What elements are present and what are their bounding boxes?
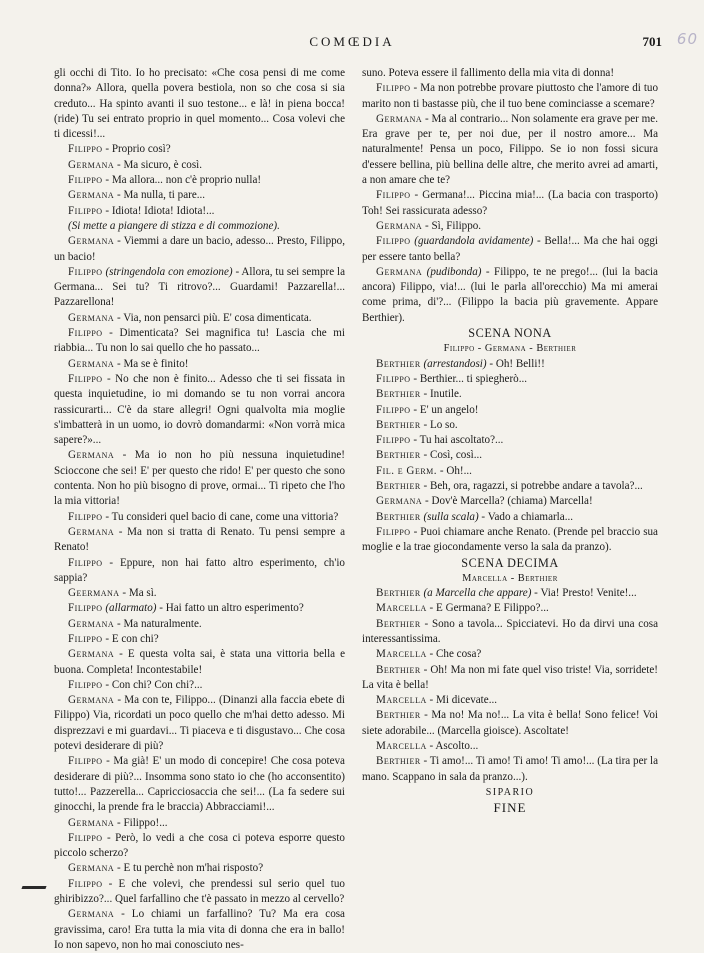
stage-direction: (allarmato) bbox=[105, 602, 157, 615]
continued-paragraph: gli occhi di Tito. Io ho precisato: «Che cosa pensi di me come donna?» Allora, quella povera bestiola, non so che cosa si sia creduto... Ha spinto avanti il suo testone... e là! in piena bocca! (ride) Tu sei entrato proprio in quel momento... Cosa volevi che ti dicessi!... bbox=[54, 67, 345, 141]
speaker-name: Berthier bbox=[376, 755, 421, 768]
speaker-name: Filippo bbox=[376, 434, 411, 447]
speaker-name: Berthier bbox=[376, 388, 421, 401]
dialogue-line: Filippo - Ma già! E' un modo di concepire! Che cosa poteva desiderare di più?... Insomma sono stato io che (ho acconsentito) tutto!... Pazzerella... Capricciosaccia che sei!... (La fa sedere sui ginocchi, la prende fra le braccia) Abbracciami!... bbox=[54, 755, 345, 814]
speaker-name: Germana bbox=[68, 816, 115, 829]
dialogue-text: Ma naturalmente. bbox=[123, 617, 202, 630]
speaker-name: Germana bbox=[68, 235, 115, 248]
speaker-name: Germana bbox=[68, 449, 115, 462]
speaker-name: Filippo bbox=[68, 632, 103, 645]
speaker-name: Filippo bbox=[376, 403, 411, 416]
speaker-name: Berthier bbox=[376, 663, 421, 676]
speaker-name: Filippo bbox=[68, 755, 103, 768]
speaker-name: Filippo bbox=[68, 877, 103, 890]
stage-direction: (guardandola avidamente) bbox=[414, 235, 534, 248]
dialogue-text: Ti amo!... Ti amo! Ti amo! Ti amo!... (La tira per la mano. Scappano in sala da pranzo...). bbox=[362, 755, 658, 783]
speaker-name: Berthier bbox=[376, 480, 421, 493]
dialogue-line: Germana - Lo chiami un farfallino? Tu? Ma era cosa gravissima, caro! Era tutta la mia vita di donna che era in ballo! Io non sapevo, non ho mai conosciuto nes- bbox=[54, 908, 345, 951]
dialogue-line: Filippo - No che non è finito... Adesso che ti sei fissata in questa inquietudine, io mi domando se tu non vorrai ancora rassicurarti... C'è da stare allegri! Ogni qualvolta mia moglie s'imbatterà in un uomo, io dovrò domandarmi: «Non vorrà mica sapere?»... bbox=[54, 372, 345, 447]
speaker-name: Marcella bbox=[376, 648, 427, 661]
dialogue-line: Germana - Ma nulla, ti pare... bbox=[68, 189, 206, 202]
dialogue-text: Beh, ora, ragazzi, si potrebbe andare a tavola?... bbox=[429, 480, 643, 493]
dialogue-line: Marcella - Mi dicevate... bbox=[376, 694, 498, 707]
dialogue-line: Berthier - Così, così... bbox=[376, 449, 483, 462]
dialogue-text: Ma al contrario... Non solamente era grave per me. Era grave per te, per noi due, per il nostro amore... Ma naturalmente! Pensa un poco, Filippo. Se io non fossi sicura d'essere bellina, più bellina delle altre, che merito avrei ad amarti, a non amare che te? bbox=[362, 112, 658, 187]
dialogue-text: Oh! Belli!! bbox=[495, 357, 545, 370]
dialogue-text: E questa volta sai, è stata una vittoria bella e buona. Completa! Incontestabile! bbox=[54, 648, 345, 676]
speaker-name: Berthier bbox=[376, 418, 421, 431]
dialogue-text: Filippo!... bbox=[123, 816, 168, 829]
dialogue-text: Ma no! Ma no!... La vita è bella! Sono felice! Voi siete adorabile... (Marcella gioisce). Ascoltate! bbox=[362, 709, 658, 737]
speaker-name: Germana bbox=[68, 525, 115, 538]
dialogue-line: Germana - Via, non pensarci più. E' cosa dimenticata. bbox=[68, 311, 312, 324]
speaker-name: Germana bbox=[68, 617, 115, 630]
speaker-name: Filippo bbox=[68, 143, 103, 156]
curtain-note: SIPARIO bbox=[485, 786, 535, 798]
dialogue-line: Fil. e Germ. - Oh!... bbox=[376, 464, 472, 477]
speaker-name: Marcella bbox=[376, 694, 427, 707]
dialogue-line: Germana - Ma con te, Filippo... (Dinanzi alla faccia ebete di Filippo) Via, ricordati un poco quello che m'hai detto adesso. Mi disprezzavi e mi guardavi... Ti piaceva e ti disgustavo... Che cosa potevi desiderare di più? bbox=[54, 694, 345, 753]
dialogue-text: E' un angelo! bbox=[419, 403, 479, 416]
dialogue-text: Ma già! E' un modo di concepire! Che cosa poteva desiderare di più?... Insomma sono stato io che (ho acconsentito) tutto!... Pazzerella... Capricciosaccia che sei!... (La fa sedere sui ginocchi, la prende fra le braccia) Abbracciami!... bbox=[54, 755, 345, 814]
dialogue-text: Così, così... bbox=[429, 449, 483, 462]
speaker-name: Filippo bbox=[68, 327, 103, 340]
dialogue-line: Filippo - Berthier... ti spiegherò... bbox=[376, 372, 528, 385]
stage-direction: (a Marcella che appare) bbox=[423, 587, 532, 600]
dialogue-text: E che volevi, che prendessi sul serio quel tuo ghiribizzo?... Quel farfallino che t'è passato in mezzo al cervello? bbox=[54, 877, 345, 906]
speaker-name: Berthier bbox=[376, 357, 421, 370]
dialogue-text: Lo so. bbox=[429, 418, 458, 431]
speaker-name: Filippo bbox=[376, 82, 411, 95]
dialogue-line: Filippo - Però, lo vedi a che cosa ci poteva esporre questo piccolo scherzo? bbox=[54, 831, 345, 860]
dialogue-line: Filippo (stringendola con emozione) - Allora, tu sei sempre la Germana... Sei tu? Ti ritrovo?... Guardami! Pazzarella!... Pazzarellona! bbox=[54, 265, 345, 309]
handwritten-annotation: 60 bbox=[676, 30, 698, 48]
dialogue-line: Filippo - E che volevi, che prendessi sul serio quel tuo ghiribizzo?... Quel farfallino che t'è passato in mezzo al cervello? bbox=[54, 877, 345, 906]
speaker-name: Filippo bbox=[376, 235, 411, 248]
speaker-name: Marcella bbox=[376, 602, 427, 615]
speaker-name: Filippo bbox=[68, 556, 103, 569]
dialogue-text: Vado a chiamarla... bbox=[487, 510, 574, 523]
stage-direction: (arrestandosi) bbox=[423, 357, 487, 370]
dialogue-text: E con chi? bbox=[111, 632, 159, 645]
dialogue-line: Filippo - Ma non potrebbe provare piuttosto che l'amore di tuo marito non ti bastasse più, che il tuo bene cominciasse a scemare? bbox=[362, 82, 658, 110]
dialogue-text: Sono a tavola... Spicciatevi. Ho da dirvi una cosa interessantissima. bbox=[362, 617, 658, 645]
dialogue-text: Ma sicuro, è così. bbox=[123, 158, 202, 171]
stage-direction: (pudibonda) bbox=[426, 265, 482, 278]
speaker-name: Filippo bbox=[376, 189, 411, 202]
dialogue-line: Filippo (guardandola avidamente) - Bella!... Ma che hai oggi per essere tanto bella? bbox=[362, 235, 658, 263]
speaker-name: Filippo bbox=[68, 510, 103, 523]
dialogue-text: Che cosa? bbox=[436, 648, 482, 661]
speaker-name: Filippo bbox=[68, 831, 103, 844]
dialogue-line: Filippo - Idiota! Idiota! Idiota!... bbox=[68, 204, 215, 217]
dialogue-text: Dimenticata? Sei magnifica tu! Lascia che mi riabbia... Tu non lo sai quello che ho passato... bbox=[54, 327, 345, 355]
dialogue-text: Lo chiami un farfallino? Tu? Ma era cosa gravissima, caro! Era tutta la mia vita di donna che era in ballo! Io non sapevo, non ho mai conosciuto nes- bbox=[54, 908, 345, 951]
scene-heading: SCENA DECIMA bbox=[461, 555, 559, 570]
end-label: FINE bbox=[493, 800, 527, 816]
speaker-name: Filippo bbox=[68, 602, 103, 615]
dialogue-line: Berthier - Sono a tavola... Spicciatevi. Ho da dirvi una cosa interessantissima. bbox=[362, 617, 658, 645]
dialogue-text: Idiota! Idiota! Idiota!... bbox=[111, 204, 215, 217]
dialogue-line: Berthier (arrestandosi) - Oh! Belli!! bbox=[376, 357, 545, 370]
dialogue-line: Berthier - Beh, ora, ragazzi, si potrebbe andare a tavola?... bbox=[376, 480, 643, 493]
dialogue-line: Germana - Viemmi a dare un bacio, adesso... Presto, Filippo, un bacio! bbox=[54, 235, 346, 263]
speaker-name: Filippo bbox=[68, 372, 103, 385]
dialogue-text: Ma non si tratta di Renato. Tu pensi sempre a Renato! bbox=[54, 525, 345, 554]
speaker-name: Germana bbox=[68, 862, 115, 875]
dialogue-line: Filippo - Ma allora... non c'è proprio nulla! bbox=[68, 174, 262, 187]
dialogue-text: Oh! Ma non mi fate quel viso triste! Via, sorridete! La vita è bella! bbox=[362, 663, 658, 691]
dialogue-text: Dov'è Marcella? (chiama) Marcella! bbox=[431, 495, 593, 508]
dialogue-text: Tu consideri quel bacio di cane, come una vittoria? bbox=[111, 510, 339, 523]
dialogue-text: Mi dicevate... bbox=[436, 694, 498, 707]
speaker-name: Germana bbox=[68, 189, 115, 202]
speaker-name: Geermana bbox=[68, 587, 120, 600]
dialogue-text: Con chi? Con chi?... bbox=[111, 678, 203, 691]
dialogue-line: Germana - Ma al contrario... Non solamente era grave per me. Era grave per te, per noi due, per il nostro amore... Ma naturalmente! Pensa un poco, Filippo. Se io non fossi sicura d'essere bellina, più bellina delle altre, che merito avrei ad amarti, a non amare che te? bbox=[362, 112, 658, 187]
dialogue-line: Marcella - Ascolto... bbox=[376, 740, 479, 753]
stage-direction: (stringendola con emozione) bbox=[105, 265, 233, 278]
stage-direction-text: (Si mette a piangere di stizza e di commozione). bbox=[68, 219, 280, 232]
speaker-name: Germana bbox=[68, 311, 115, 324]
speaker-name: Filippo bbox=[68, 678, 103, 691]
dialogue-text: Ma non potrebbe provare piuttosto che l'amore di tuo marito non ti bastasse più, che il tuo bene cominciasse a scemare? bbox=[362, 82, 658, 110]
speaker-name: Filippo bbox=[376, 525, 411, 538]
stage-direction bbox=[54, 219, 345, 234]
dialogue-text: E tu perchè non m'hai risposto? bbox=[123, 862, 264, 875]
dialogue-line: Germana - Ma se è finito! bbox=[68, 357, 189, 370]
dialogue-text: Hai fatto un altro esperimento? bbox=[165, 602, 304, 615]
dialogue-text: Inutile. bbox=[429, 388, 462, 401]
dialogue-line: Filippo - Con chi? Con chi?... bbox=[68, 678, 203, 691]
dialogue-text: Ascolto... bbox=[435, 740, 479, 753]
left-text-column bbox=[54, 66, 345, 953]
dialogue-line: Filippo - E con chi? bbox=[68, 632, 159, 645]
continued-paragraph: suno. Poteva essere il fallimento della mia vita di donna! bbox=[362, 67, 615, 79]
dialogue-text: Bella!... Ma che hai oggi per essere tanto bella? bbox=[362, 235, 658, 263]
running-header bbox=[0, 30, 704, 54]
speaker-name: Marcella bbox=[376, 740, 427, 753]
dialogue-line: Marcella - Che cosa? bbox=[376, 648, 482, 661]
stage-direction: (sulla scala) bbox=[423, 510, 479, 523]
dialogue-line: Germana - Dov'è Marcella? (chiama) Marcella! bbox=[376, 495, 593, 508]
scene-characters: Marcella - Berthier bbox=[462, 572, 558, 584]
dialogue-line: Germana - Ma io non ho più nessuna inquietudine! Scioccone che sei! E' per questo che rido! E' per questo che sono contenta. Non ho più bisogno di prove, ormai... Ti ripeto che l'ho la mia vittoria! bbox=[54, 449, 345, 508]
dialogue-text: Oh!... bbox=[446, 464, 472, 477]
speaker-name: Berthier bbox=[376, 709, 421, 722]
speaker-name: Filippo bbox=[68, 204, 103, 217]
dialogue-line: Filippo - Tu hai ascoltato?... bbox=[376, 434, 504, 447]
dialogue-line: Germana (pudibonda) - Filippo, te ne prego!... (lui la bacia ancora) Filippo, via!... (lui le parla all'orecchio) Ma mi amerai come prima, di'?... (Filippo la bacia più gravemente. Appare Berthier). bbox=[362, 265, 658, 324]
scene-heading: SCENA NONA bbox=[468, 326, 552, 341]
dialogue-line: Berthier - Oh! Ma non mi fate quel viso triste! Via, sorridete! La vita è bella! bbox=[362, 663, 658, 691]
dialogue-line: Germana - Sì, Filippo. bbox=[376, 219, 482, 232]
dialogue-line: Berthier - Ti amo!... Ti amo! Ti amo! Ti amo!... (La tira per la mano. Scappano in sala da pranzo...). bbox=[362, 755, 658, 783]
dialogue-text: Via! Presto! Venite!... bbox=[540, 587, 637, 600]
right-text-column bbox=[362, 66, 658, 816]
speaker-name: Germana bbox=[376, 265, 423, 278]
dialogue-text: Germana!... Piccina mia!... (La bacia con trasporto) Toh! Sei rassicurata adesso? bbox=[362, 189, 658, 217]
dialogue-text: Allora, tu sei sempre la Germana... Sei tu? Ti ritrovo?... Guardami! Pazzarella!... Pazzarellona! bbox=[54, 265, 345, 309]
dialogue-line: Berthier - Ma no! Ma no!... La vita è bella! Sono felice! Voi siete adorabile... (Marcella gioisce). Ascoltate! bbox=[362, 709, 658, 737]
dialogue-line: Germana - E tu perchè non m'hai risposto? bbox=[68, 862, 264, 875]
speaker-name: Germana bbox=[68, 694, 115, 707]
speaker-name: Berthier bbox=[376, 510, 421, 523]
dialogue-text: Puoi chiamare anche Renato. (Prende pel braccio sua moglie e la trae giocondamente verso la sala da pranzo). bbox=[362, 525, 658, 554]
dialogue-line: Filippo - Proprio così? bbox=[68, 143, 171, 156]
dialogue-line: Berthier - Inutile. bbox=[376, 388, 462, 401]
dialogue-text: Filippo, te ne prego!... (lui la bacia ancora) Filippo, via!... (lui le parla all'orecchio) Ma mi amerai come prima, di'?... (Filippo la bacia più gravemente. Appare Berthier). bbox=[362, 265, 658, 324]
dialogue-text: Ma sì. bbox=[128, 587, 157, 600]
speaker-name: Germana bbox=[68, 357, 115, 370]
dialogue-line: Berthier (sulla scala) - Vado a chiamarla... bbox=[376, 510, 574, 523]
dialogue-text: Tu hai ascoltato?... bbox=[419, 434, 504, 447]
dialogue-line: Germana - Ma non si tratta di Renato. Tu pensi sempre a Renato! bbox=[54, 525, 345, 554]
page-number: 701 bbox=[642, 34, 662, 49]
dialogue-text: Proprio così? bbox=[111, 143, 171, 156]
dialogue-text: Ma io non ho più nessuna inquietudine! Scioccone che sei! E' per questo che rido! E' per questo che sono contenta. Non ho più bisogno di prove, ormai... Ti ripeto che l'ho la mia vittoria! bbox=[54, 449, 345, 508]
speaker-name: Berthier bbox=[376, 587, 421, 600]
dialogue-line: Germana - E questa volta sai, è stata una vittoria bella e buona. Completa! Incontestabile! bbox=[54, 648, 345, 676]
dialogue-line: Filippo - Puoi chiamare anche Renato. (Prende pel braccio sua moglie e la trae giocondamente verso la sala da pranzo). bbox=[362, 525, 658, 554]
speaker-name: Berthier bbox=[376, 449, 421, 462]
dialogue-text: Ma nulla, ti pare... bbox=[123, 189, 206, 202]
speaker-name: Germana bbox=[68, 158, 115, 171]
speaker-name: Fil. e Germ. bbox=[376, 464, 438, 477]
speaker-name: Germana bbox=[68, 648, 115, 661]
magazine-title: COMŒDIA bbox=[309, 34, 395, 49]
speaker-name: Filippo bbox=[68, 174, 103, 187]
speaker-name: Germana bbox=[376, 219, 423, 232]
dialogue-line: Germana - Filippo!... bbox=[68, 816, 168, 829]
dialogue-text: Via, non pensarci più. E' cosa dimenticata. bbox=[123, 311, 312, 324]
dialogue-text: Ma allora... non c'è proprio nulla! bbox=[111, 174, 262, 187]
dialogue-line: Geermana - Ma sì. bbox=[68, 587, 157, 600]
dialogue-text: Berthier... ti spiegherò... bbox=[419, 372, 528, 385]
speaker-name: Filippo bbox=[376, 372, 411, 385]
speaker-name: Filippo bbox=[68, 265, 103, 278]
dialogue-line: Berthier (a Marcella che appare) - Via! Presto! Venite!... bbox=[376, 587, 637, 600]
dialogue-text: Eppure, non hai fatto altro esperimento, ch'io sappia? bbox=[54, 556, 345, 584]
dialogue-line: Marcella - E Germana? E Filippo?... bbox=[376, 602, 549, 615]
dialogue-line: Berthier - Lo so. bbox=[376, 418, 458, 431]
dialogue-line: Germana - Ma naturalmente. bbox=[68, 617, 202, 630]
dialogue-text: Sì, Filippo. bbox=[431, 219, 482, 232]
dialogue-text: E Germana? E Filippo?... bbox=[436, 602, 549, 615]
dialogue-text: Ma se è finito! bbox=[123, 357, 189, 370]
dialogue-line: Filippo - Eppure, non hai fatto altro esperimento, ch'io sappia? bbox=[54, 556, 345, 584]
dialogue-text: Però, lo vedi a che cosa ci poteva esporre questo piccolo scherzo? bbox=[54, 831, 345, 860]
dialogue-line: Filippo - Tu consideri quel bacio di cane, come una vittoria? bbox=[68, 510, 339, 523]
speaker-name: Berthier bbox=[376, 617, 421, 630]
speaker-name: Germana bbox=[68, 908, 115, 921]
scene-characters: Filippo - Germana - Berthier bbox=[443, 343, 577, 355]
dialogue-text: Viemmi a dare un bacio, adesso... Presto, Filippo, un bacio! bbox=[54, 235, 346, 263]
ink-mark bbox=[21, 886, 46, 889]
dialogue-line: Filippo - Germana!... Piccina mia!... (La bacia con trasporto) Toh! Sei rassicurata adesso? bbox=[362, 189, 658, 217]
dialogue-text: Ma con te, Filippo... (Dinanzi alla faccia ebete di Filippo) Via, ricordati un poco quello che m'hai detto adesso. Mi disprezzavi e mi guardavi... Ti piaceva e ti disgustavo... Che cosa potevi desiderare di più? bbox=[54, 694, 345, 753]
dialogue-line: Filippo - Dimenticata? Sei magnifica tu! Lascia che mi riabbia... Tu non lo sai quello che ho passato... bbox=[54, 327, 345, 355]
dialogue-line: Filippo (allarmato) - Hai fatto un altro esperimento? bbox=[68, 602, 304, 615]
dialogue-text: No che non è finito... Adesso che ti sei fissata in questa inquietudine, io mi domando se tu non vorrai ancora rassicurarti... C'è da stare allegri! Ogni qualvolta mia moglie s'imbatterà in un uomo, io dovrò domandarmi: «Non vorrà mica sapere?»... bbox=[54, 372, 345, 447]
speaker-name: Germana bbox=[376, 495, 423, 508]
dialogue-line: Germana - Ma sicuro, è così. bbox=[68, 158, 202, 171]
dialogue-line: Filippo - E' un angelo! bbox=[376, 403, 479, 416]
speaker-name: Germana bbox=[376, 112, 423, 125]
